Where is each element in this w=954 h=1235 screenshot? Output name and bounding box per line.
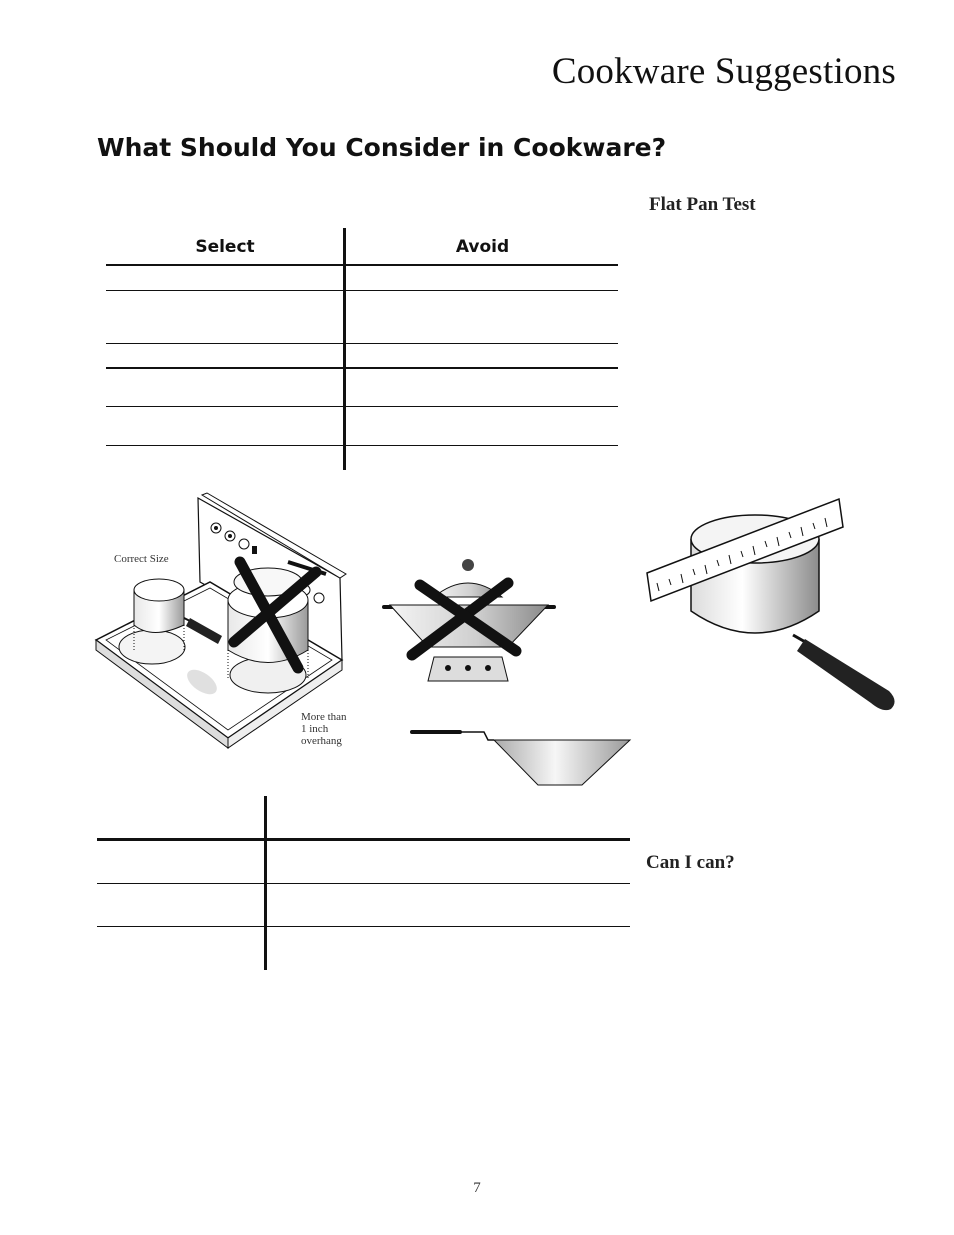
section-heading: What Should You Consider in Cookware? xyxy=(97,133,667,162)
skillet-illustration xyxy=(410,727,632,789)
overhang-caption-line: 1 inch xyxy=(301,723,329,735)
table-row-divider xyxy=(106,406,618,407)
lower-table-row-divider xyxy=(97,926,630,927)
select-avoid-table xyxy=(106,228,618,470)
overhang-caption-line: overhang xyxy=(301,735,342,747)
page-number: 7 xyxy=(473,1180,481,1196)
flat-pan-test-illustration xyxy=(645,495,903,713)
wok-ring-illustration xyxy=(376,555,561,687)
correct-size-caption: Correct Size xyxy=(114,553,169,565)
can-i-can-heading: Can I can? xyxy=(646,852,735,873)
table-row-divider xyxy=(106,290,618,291)
table-row-divider xyxy=(106,367,618,369)
overhang-caption xyxy=(301,711,347,747)
table-header-select: Select xyxy=(195,237,255,257)
table-row-divider xyxy=(106,343,618,344)
page-title: Cookware Suggestions xyxy=(551,51,896,92)
lower-table-row-divider xyxy=(97,883,630,884)
table-header-avoid: Avoid xyxy=(455,237,510,257)
overhang-caption-line: More than xyxy=(301,711,347,723)
table-row-divider xyxy=(106,264,618,266)
flat-pan-test-heading: Flat Pan Test xyxy=(649,194,756,215)
lower-table xyxy=(97,796,630,970)
table-row-divider xyxy=(106,445,618,446)
lower-table-row-divider xyxy=(97,838,630,841)
